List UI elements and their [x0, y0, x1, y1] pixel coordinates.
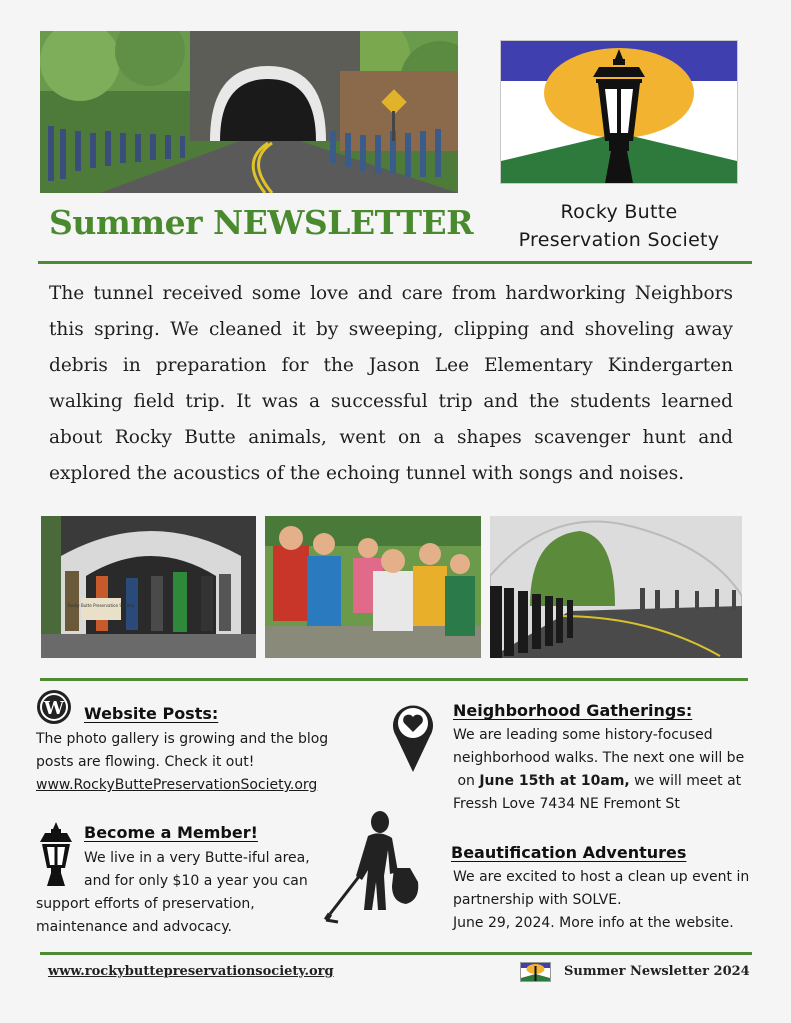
neighborhood-gatherings-title: Neighborhood Gatherings:: [453, 701, 693, 720]
org-name-line2: Preservation Society: [518, 229, 720, 251]
hero-tunnel-photo: [40, 31, 458, 193]
heart-map-pin-icon: [392, 702, 434, 772]
member-line1: We live in a very Butte-iful area,: [84, 850, 310, 866]
gatherings-line2: neighborhood walks. The next one will be: [453, 750, 745, 766]
intro-paragraph: The tunnel received some love and care from hardworking Neighbors this spring. We cleaned it by sweeping, clipping and shoveling away debris in preparation for the Jason Lee Elementary Kindergarten walking field trip. It was a successful trip and the students learned about Rocky Butte animals, went on a shapes scavenger hunt and explored the acoustics of the echoing tunnel with songs and noises.: [49, 283, 733, 484]
divider-top: [38, 261, 752, 264]
kindergarten-kids-photo: [265, 516, 481, 658]
volunteer-sign-text: Rocky Butte Preservation Society: [67, 603, 135, 608]
footer-edition: Summer Newsletter 2024: [564, 964, 750, 979]
website-posts-title: Website Posts:: [84, 704, 219, 723]
footer-website-link[interactable]: www.rockybuttepreservationsociety.org: [48, 964, 334, 979]
wordpress-icon: [36, 689, 72, 725]
lamp-post-icon: [38, 822, 74, 886]
gatherings-line3-pre: on: [453, 773, 480, 789]
svg-text:W: W: [43, 698, 65, 719]
newsletter-title: Summer NEWSLETTER: [49, 203, 474, 242]
member-line2: and for only $10 a year you can: [84, 873, 308, 889]
volunteer-cleanup-icon: [324, 810, 424, 926]
gatherings-line1: We are leading some history-focused: [453, 727, 713, 743]
divider-bottom: [40, 952, 752, 955]
mini-flag-icon: [520, 962, 551, 982]
beautification-line2: partnership with SOLVE.: [453, 892, 622, 908]
website-posts-text: [36, 728, 366, 797]
volunteers-tunnel-photo: [41, 516, 256, 658]
gatherings-line4: Fressh Love 7434 NE Fremont St: [453, 796, 680, 812]
tunnel-walk-photo: [490, 516, 742, 658]
website-link[interactable]: www.RockyButtePreservationSociety.org: [36, 777, 318, 793]
org-name-line1: Rocky Butte: [560, 201, 678, 223]
divider-middle: [40, 678, 748, 681]
beautification-line1: We are excited to host a clean up event in: [453, 869, 750, 885]
gatherings-line3: [453, 770, 741, 793]
society-logo: [500, 40, 738, 184]
gatherings-line3-post: we will meet at: [629, 773, 742, 789]
organization-name: [500, 198, 738, 254]
website-posts-body: The photo gallery is growing and the blog posts are flowing. Check it out!: [36, 731, 329, 770]
beautification-title: Beautification Adventures: [451, 843, 687, 862]
member-line3: support efforts of preservation,: [36, 896, 255, 912]
gatherings-date: June 15th at 10am,: [479, 773, 630, 789]
beautification-line3: June 29, 2024. More info at the website.: [453, 915, 734, 931]
become-member-title: Become a Member!: [84, 823, 258, 842]
member-line4: maintenance and advocacy.: [36, 919, 232, 935]
